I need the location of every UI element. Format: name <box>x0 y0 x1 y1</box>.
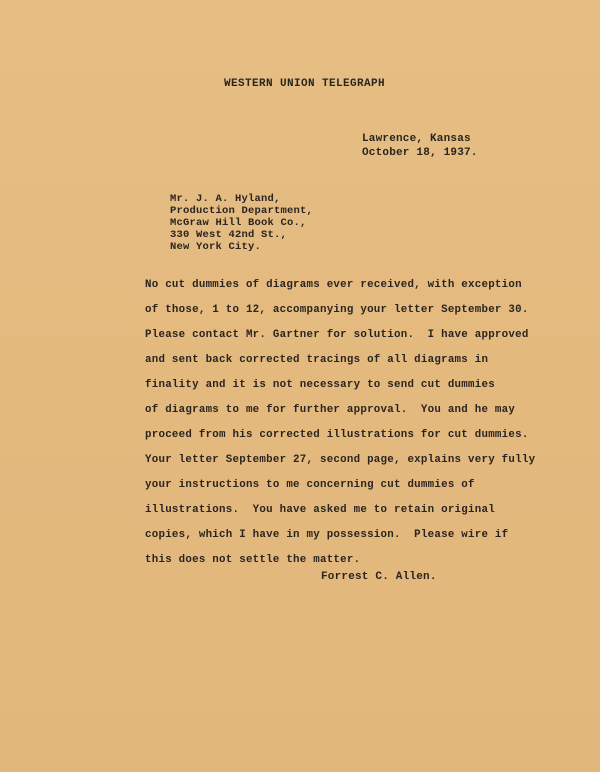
body-line: this does not settle the matter. <box>145 554 361 566</box>
recipient-line: New York City. <box>170 241 262 253</box>
body-line: of diagrams to me for further approval. You and he may <box>145 404 516 416</box>
body-line: Please contact Mr. Gartner for solution. I have approved <box>145 329 529 341</box>
telegraph-heading: WESTERN UNION TELEGRAPH <box>224 78 386 90</box>
recipient-line: Production Department, <box>170 205 314 217</box>
body-line: illustrations. You have asked me to retain original <box>145 504 495 516</box>
body-line: copies, which I have in my possession. Please wire if <box>145 529 509 541</box>
recipient-line: 330 West 42nd St., <box>170 229 288 241</box>
body-line: your instructions to me concerning cut dummies of <box>145 479 475 491</box>
body-line: proceed from his corrected illustrations for cut dummies. <box>145 429 529 441</box>
body-line: of those, 1 to 12, accompanying your letter September 30. <box>145 304 529 316</box>
recipient-line: McGraw Hill Book Co., <box>170 217 307 229</box>
body-line: Your letter September 27, second page, explains very fully <box>145 454 536 466</box>
body-line: finality and it is not necessary to send cut dummies <box>145 379 495 391</box>
letter-date: October 18, 1937. <box>362 147 478 159</box>
recipient-line: Mr. J. A. Hyland, <box>170 193 281 205</box>
body-line: and sent back corrected tracings of all diagrams in <box>145 354 489 366</box>
body-line: No cut dummies of diagrams ever received, with exception <box>145 279 522 291</box>
signature: Forrest C. Allen. <box>321 571 437 583</box>
sender-location: Lawrence, Kansas <box>362 133 471 145</box>
